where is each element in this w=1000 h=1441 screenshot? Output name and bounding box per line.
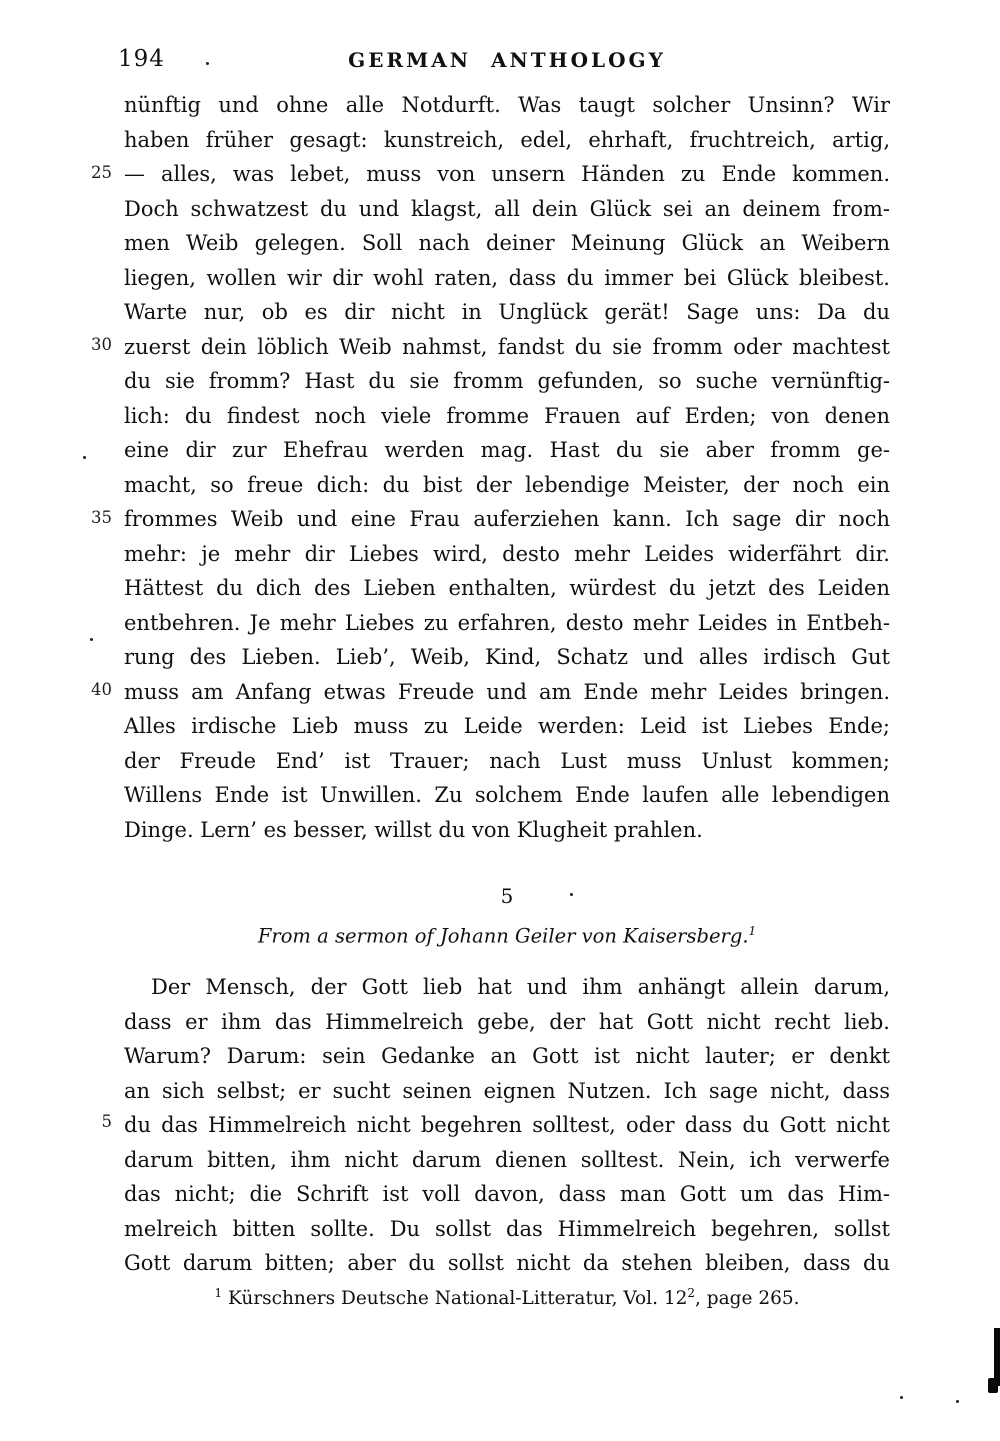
scan-speck xyxy=(570,893,573,896)
text-line: Der Mensch, der Gott lieb hat und ihm anhängt allein darum, xyxy=(151,975,890,999)
section-caption-text: From a sermon of Johann Geiler von Kaisersberg. xyxy=(257,924,749,948)
text-line: dass er ihm das Himmelreich gebe, der hat Gott nicht recht lieb. xyxy=(124,1009,890,1034)
section-5-text xyxy=(124,970,890,1281)
scan-artifact-blob xyxy=(988,1378,998,1393)
text-line: Gott darum bitten; aber du sollst nicht da stehen bleiben, dass du xyxy=(124,1251,890,1275)
text-line: Alles irdische Lieb muss zu Leide werden: Leid ist Liebes Ende; xyxy=(124,714,890,738)
scan-speck xyxy=(206,62,209,65)
footnote-text: Kürschners Deutsche National-Litteratur, Vol. 12 xyxy=(227,1288,688,1310)
line-number-25: 25 xyxy=(91,163,112,182)
text-line: mehr: je mehr dir Liebes wird, desto mehr Leides widerfährt dir. xyxy=(124,541,890,566)
running-header: GERMAN ANTHOLOGY xyxy=(348,48,666,72)
footnote xyxy=(124,1286,890,1309)
text-line: Warum? Darum: sein Gedanke an Gott ist nicht lauter; er denkt xyxy=(124,1044,890,1068)
text-line: melreich bitten sollte. Du sollst das Himmelreich begehren, sollst xyxy=(124,1216,890,1241)
text-line: der Freude End’ ist Trauer; nach Lust muss Unlust kommen; xyxy=(124,748,890,773)
text-line: darum bitten, ihm nicht darum dienen solltest. Nein, ich verwerfe xyxy=(124,1147,890,1172)
text-line: men Weib gelegen. Soll nach deiner Meinung Glück an Weibern xyxy=(124,231,890,255)
text-line: — alles, was lebet, muss von unsern Händen zu Ende kommen. xyxy=(124,162,890,186)
scan-speck xyxy=(956,1400,959,1403)
text-line: entbehren. Je mehr Liebes zu erfahren, desto mehr Leides in Entbeh- xyxy=(124,610,890,635)
section-caption xyxy=(124,924,890,948)
scan-speck xyxy=(900,1396,903,1399)
text-line: nünftig und ohne alle Notdurft. Was taugt solcher Unsinn? Wir xyxy=(124,93,890,117)
line-number-40: 40 xyxy=(91,680,112,699)
text-line: eine dir zur Ehefrau werden mag. Hast du sie aber fromm ge- xyxy=(124,438,890,462)
footnote-volume-superscript: 2 xyxy=(687,1286,696,1300)
passage-4-text xyxy=(124,88,890,847)
text-line: liegen, wollen wir dir wohl raten, dass du immer bei Glück bleibest. xyxy=(124,265,890,290)
line-number-35: 35 xyxy=(91,508,112,527)
text-line: muss am Anfang etwas Freude und am Ende mehr Leides bringen. xyxy=(124,679,890,704)
scan-speck xyxy=(83,456,86,459)
text-line: du das Himmelreich nicht begehren solltest, oder dass du Gott nicht xyxy=(124,1113,890,1137)
text-line: rung des Lieben. Lieb’, Weib, Kind, Schatz und alles irdisch Gut xyxy=(124,645,890,669)
text-line: haben früher gesagt: kunstreich, edel, ehrhaft, fruchtreich, artig, xyxy=(124,127,890,152)
text-line: Dinge. Lern’ es besser, willst du von Klugheit prahlen. xyxy=(124,817,703,842)
footnote-text-tail: , page 265. xyxy=(695,1288,800,1310)
page-number: 194 xyxy=(118,46,165,72)
text-line: lich: du findest noch viele fromme Frauen auf Erden; von denen xyxy=(124,403,890,428)
scan-speck xyxy=(90,638,93,641)
text-line: Willens Ende ist Unwillen. Zu solchem Ende laufen alle lebendigen xyxy=(124,783,890,807)
line-number-30: 30 xyxy=(91,335,112,354)
text-line: zuerst dein löblich Weib nahmst, fandst du sie fromm oder machtest xyxy=(124,334,890,359)
text-line: Warte nur, ob es dir nicht in Unglück gerät! Sage uns: Da du xyxy=(124,300,890,324)
text-line: Doch schwatzest du und klagst, all dein Glück sei an deinem from- xyxy=(124,196,890,221)
text-line: das nicht; die Schrift ist voll davon, dass man Gott um das Him- xyxy=(124,1182,890,1206)
text-line: an sich selbst; er sucht seinen eignen Nutzen. Ich sage nicht, dass xyxy=(124,1078,890,1103)
footnote-reference-marker: 1 xyxy=(748,924,757,938)
text-line: du sie fromm? Hast du sie fromm gefunden, so suche vernünftig- xyxy=(124,369,890,393)
line-number-5: 5 xyxy=(101,1112,112,1131)
text-line: macht, so freue dich: du bist der lebendige Meister, der noch ein xyxy=(124,472,890,497)
section-number: 5 xyxy=(500,884,514,908)
footnote-marker: 1 xyxy=(214,1286,223,1300)
text-line: frommes Weib und eine Frau auferziehen kann. Ich sage dir noch xyxy=(124,507,890,531)
text-line: Hättest du dich des Lieben enthalten, würdest du jetzt des Leiden xyxy=(124,576,890,600)
